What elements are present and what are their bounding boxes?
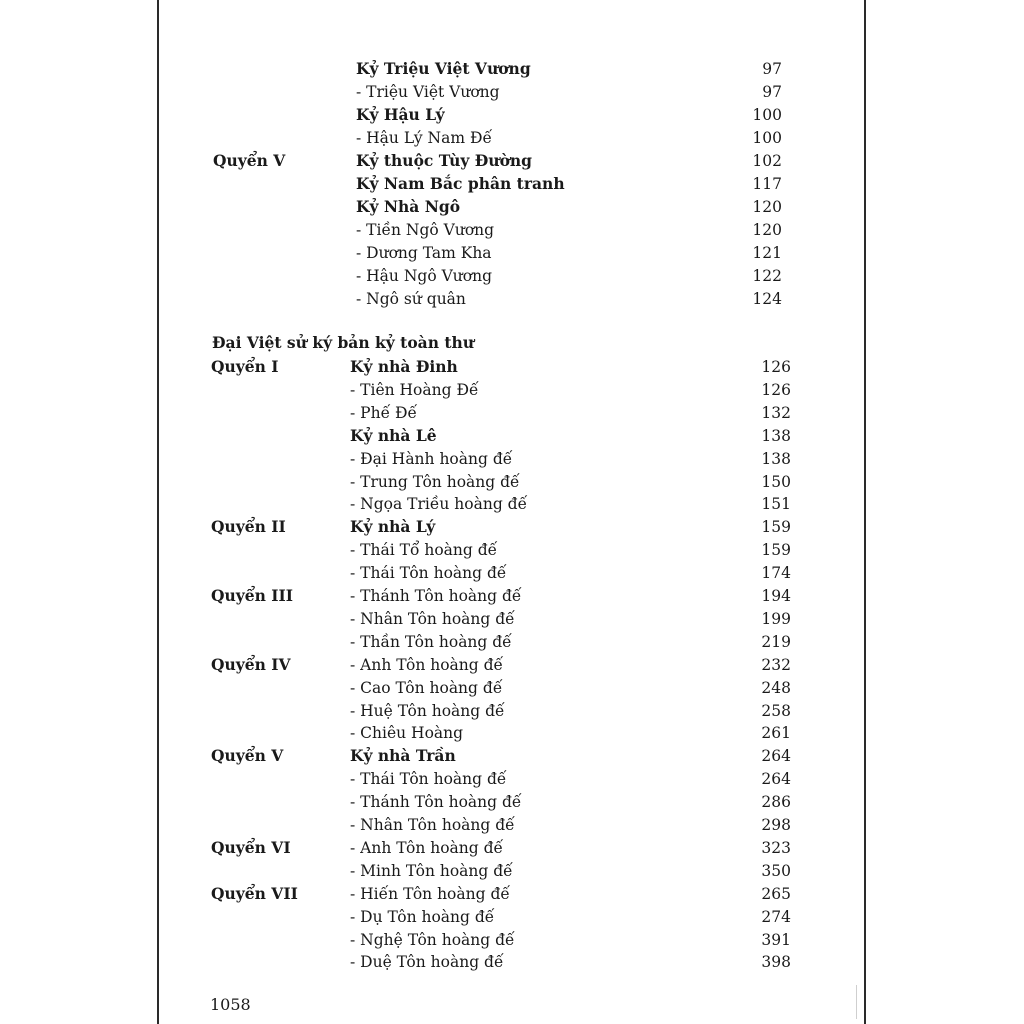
- toc-reign-title: - Trung Tôn hoàng đế: [350, 472, 520, 491]
- toc-dynasty-title: Kỷ thuộc Tùy Đường: [356, 151, 533, 170]
- toc-reign-title: - Tiền Ngô Vương: [356, 221, 495, 239]
- toc-page-number: 151: [761, 495, 791, 514]
- toc-reign-title: - Anh Tôn hoàng đế: [350, 655, 504, 674]
- toc-page-number: 120: [752, 221, 782, 239]
- toc-volume-label: Quyển I: [211, 357, 279, 376]
- toc-page-number: 100: [752, 129, 782, 147]
- toc-dynasty-title: Kỷ nhà Lê: [350, 425, 437, 445]
- toc-page-number: 150: [761, 472, 791, 491]
- toc-page-number: 265: [761, 884, 791, 903]
- toc-reign-title: - Chiêu Hoàng: [350, 724, 464, 743]
- toc-reign-title: - Dương Tam Kha: [356, 244, 492, 262]
- toc-page-number: 298: [761, 816, 791, 834]
- toc-page-number: 350: [761, 861, 791, 880]
- toc-dynasty-title: Kỷ Nam Bắc phân tranh: [356, 174, 565, 193]
- page-number: 1058: [210, 995, 251, 1014]
- toc-reign-title: - Thánh Tôn hoàng đế: [350, 587, 522, 605]
- toc-page-number: 121: [752, 244, 782, 262]
- toc-reign-title: - Dụ Tôn hoàng đế: [350, 907, 495, 926]
- toc-page-number: 258: [761, 701, 791, 720]
- toc-reign-title: - Hậu Ngô Vương: [356, 267, 492, 285]
- toc-reign-title: - Thái Tôn hoàng đế: [350, 770, 507, 789]
- toc-volume-label: Quyển III: [211, 586, 294, 605]
- toc-reign-title: - Nghệ Tôn hoàng đế: [350, 930, 515, 949]
- toc-reign-title: - Huệ Tôn hoàng đế: [350, 701, 505, 720]
- toc-dynasty-title: Kỷ Hậu Lý: [356, 105, 445, 124]
- toc-reign-title: - Đại Hành hoàng đế: [350, 449, 513, 468]
- toc-reign-title: - Ngô sứ quân: [356, 290, 466, 308]
- toc-volume-label: Quyển IV: [211, 654, 291, 674]
- toc-page-number: 174: [761, 564, 791, 583]
- toc-page-number: 126: [761, 380, 791, 399]
- toc-dynasty-title: Kỷ Nhà Ngô: [356, 197, 461, 216]
- toc-volume-label: Quyển V: [211, 746, 284, 766]
- toc-reign-title: - Anh Tôn hoàng đế: [350, 838, 504, 857]
- page-right-border: [864, 0, 866, 1024]
- toc-page-number: 97: [762, 83, 782, 101]
- scan-mark: [856, 985, 857, 1019]
- toc-dynasty-title: Kỷ nhà Trần: [350, 746, 456, 766]
- toc-page-number: 122: [752, 267, 782, 285]
- toc-reign-title: - Nhân Tôn hoàng đế: [350, 816, 515, 834]
- toc-page-number: 391: [761, 930, 791, 949]
- toc-page-number: 323: [761, 838, 791, 857]
- toc-reign-title: - Triệu Việt Vương: [356, 83, 500, 101]
- toc-page-number: 159: [761, 541, 791, 560]
- toc-reign-title: - Hiến Tôn hoàng đế: [350, 884, 510, 903]
- toc-page-number: 194: [761, 587, 791, 605]
- toc-page-number: 264: [761, 770, 791, 789]
- toc-dynasty-title: Kỷ nhà Lý: [350, 517, 436, 537]
- toc-page-number: 264: [761, 747, 791, 766]
- toc-page-number: 398: [761, 953, 791, 972]
- toc-reign-title: - Tiên Hoàng Đế: [350, 380, 479, 399]
- toc-reign-title: - Phế Đế: [350, 403, 418, 422]
- toc-page-number: 261: [761, 724, 791, 743]
- toc-reign-title: - Ngọa Triều hoàng đế: [350, 495, 528, 514]
- toc-page-number: 102: [752, 152, 782, 170]
- toc-volume-label: Quyển VII: [211, 883, 298, 903]
- toc-page-number: 100: [752, 106, 782, 124]
- toc-reign-title: - Thái Tổ hoàng đế: [350, 541, 498, 560]
- toc-page-number: 274: [761, 907, 791, 926]
- toc-reign-title: - Minh Tôn hoàng đế: [350, 861, 513, 880]
- toc-reign-title: - Thần Tôn hoàng đế: [350, 632, 512, 651]
- toc-page-number: 138: [761, 449, 791, 468]
- toc-page-number: 199: [761, 609, 791, 628]
- toc-dynasty-title: Kỷ Triệu Việt Vương: [356, 59, 531, 78]
- toc-reign-title: - Thái Tôn hoàng đế: [350, 564, 507, 583]
- toc-page-number: 286: [761, 793, 791, 812]
- toc-page-number: 248: [761, 678, 791, 697]
- toc-page-number: 124: [752, 290, 782, 308]
- toc-page-number: 117: [752, 175, 782, 193]
- toc-dynasty-title: Kỷ nhà Đinh: [350, 357, 458, 376]
- section-heading: Đại Việt sử ký bản kỷ toàn thư: [212, 333, 475, 352]
- toc-reign-title: - Hậu Lý Nam Đế: [356, 129, 493, 147]
- toc-reign-title: - Duệ Tôn hoàng đế: [350, 953, 504, 972]
- toc-reign-title: - Thánh Tôn hoàng đế: [350, 793, 522, 812]
- toc-page-number: 138: [761, 426, 791, 445]
- toc-page-number: 219: [761, 632, 791, 651]
- toc-page-number: 159: [761, 518, 791, 537]
- toc-reign-title: - Nhân Tôn hoàng đế: [350, 609, 515, 628]
- toc-page-number: 232: [761, 655, 791, 674]
- toc-page-number: 132: [761, 403, 791, 422]
- toc-page-number: 120: [752, 198, 782, 216]
- toc-volume-label: Quyển VI: [211, 837, 291, 857]
- toc-volume-label: Quyển V: [213, 151, 286, 170]
- page-left-border: [157, 0, 159, 1024]
- toc-page-number: 97: [762, 60, 782, 78]
- toc-reign-title: - Cao Tôn hoàng đế: [350, 678, 503, 697]
- toc-volume-label: Quyển II: [211, 517, 286, 537]
- toc-page-number: 126: [761, 358, 791, 376]
